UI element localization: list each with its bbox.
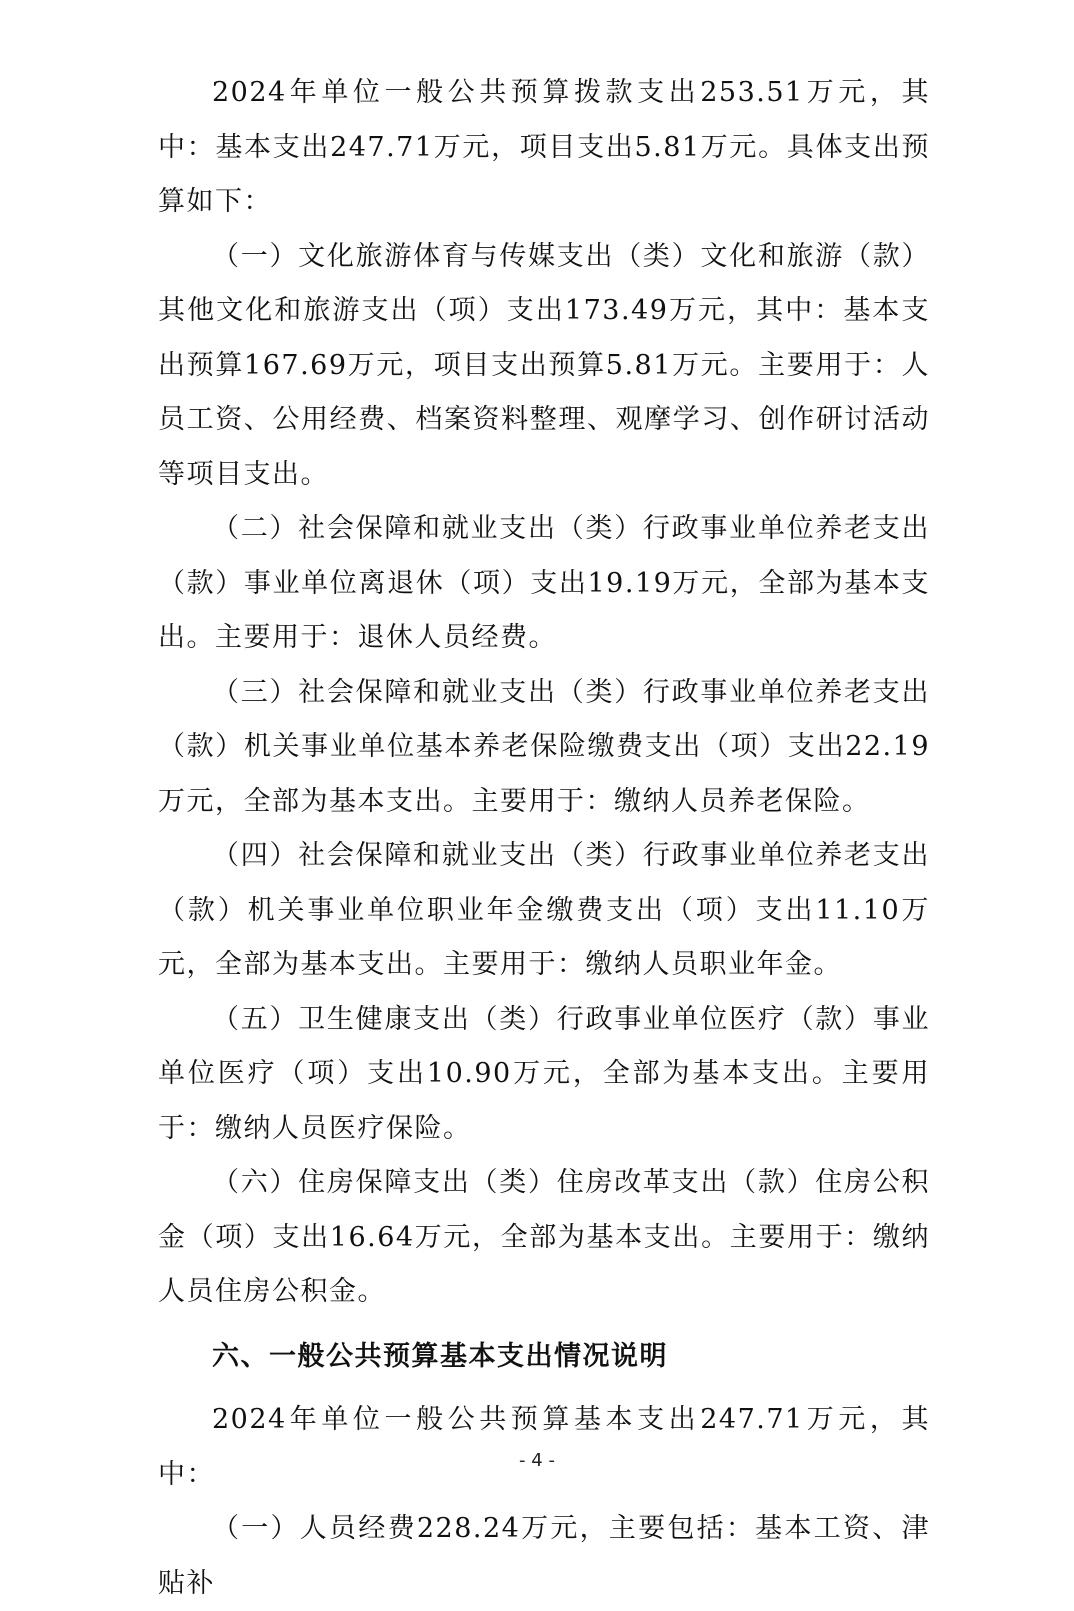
paragraph-item-2: （二）社会保障和就业支出（类）行政事业单位养老支出（款）事业单位离退休（项）支出19.19万元，全部为基本支出。主要用于：退休人员经费。 — [158, 513, 930, 653]
section-paragraph-item-1: （一）人员经费228.24万元，主要包括：基本工资、津贴补 — [158, 1513, 930, 1599]
section-heading: 六、一般公共预算基本支出情况说明 — [212, 1340, 668, 1372]
paragraph-item-6: （六）住房保障支出（类）住房改革支出（款）住房公积金（项）支出16.64万元，全部为基本支出。主要用于：缴纳人员住房公积金。 — [158, 1167, 930, 1307]
page-number: - 4 - — [519, 1450, 555, 1471]
paragraph-item-4: （四）社会保障和就业支出（类）行政事业单位养老支出（款）机关事业单位职业年金缴费支出（项）支出11.10万元，全部为基本支出。主要用于：缴纳人员职业年金。 — [158, 840, 930, 980]
paragraph-item-1: （一）文化旅游体育与传媒支出（类）文化和旅游（款）其他文化和旅游支出（项）支出173.49万元，其中：基本支出预算167.69万元，项目支出预算5.81万元。主要用于：人员工资、公用经费、档案资料整理、观摩学习、创作研讨活动等项目支出。 — [158, 240, 930, 490]
paragraph-item-3: （三）社会保障和就业支出（类）行政事业单位养老支出（款）机关事业单位基本养老保险缴费支出（项）支出22.19万元，全部为基本支出。主要用于：缴纳人员养老保险。 — [158, 676, 930, 817]
section-paragraph-summary: 2024年单位一般公共预算基本支出247.71万元，其中： — [158, 1404, 930, 1490]
paragraph-item-5: （五）卫生健康支出（类）行政事业单位医疗（款）事业单位医疗（项）支出10.90万元，全部为基本支出。主要用于：缴纳人员医疗保险。 — [158, 1003, 930, 1144]
document-body — [158, 66, 930, 1611]
paragraph-summary: 2024年单位一般公共预算拨款支出253.51万元，其中：基本支出247.71万元，项目支出5.81万元。具体支出预算如下： — [158, 77, 930, 217]
